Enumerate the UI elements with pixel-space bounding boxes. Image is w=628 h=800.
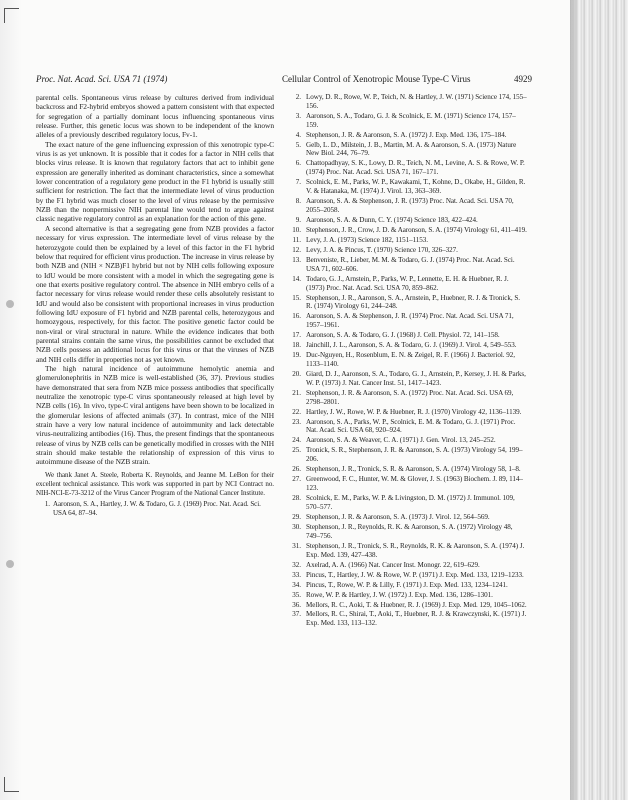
reference-text: Benveniste, R., Lieber, M. M. & Todaro, G. J. (1974) Proc. Nat. Acad. Sci. USA 71, 602–606. <box>306 255 515 273</box>
reference-text: Gelb, L. D., Milstein, J. B., Martin, M. A. & Aaronson, S. A. (1973) Nature New Biol. 244, 76–79. <box>306 140 517 158</box>
reference-text: Stephenson, J. R., Tronick, S. R., Reynolds, R. K. & Aaronson, S. A. (1974) J. Exp. Med. 139, 427–438. <box>306 541 525 559</box>
reference-text: Axelrad, A. A. (1966) Nat. Cancer Inst. Monogr. 22, 619–629. <box>306 560 480 569</box>
reference-entry <box>287 591 527 600</box>
crop-mark-top-left <box>4 8 19 23</box>
reference-entry <box>287 351 527 369</box>
reference-entry <box>287 581 527 590</box>
reference-number: 30. <box>292 522 301 531</box>
reference-entry <box>287 178 527 196</box>
reference-number: 12. <box>292 245 301 254</box>
reference-text: Stephenson, J. R. & Aaronson, S. A. (1972) Proc. Nat. Acad. Sci. USA 69, 2798–2801. <box>306 388 514 406</box>
reference-text: Tronick, S. R., Stephenson, J. R. & Aaronson, S. A. (1973) Virology 54, 199–206. <box>306 446 523 464</box>
reference-number: 15. <box>292 293 301 302</box>
reference-number: 29. <box>292 512 301 521</box>
reference-entry <box>287 275 527 293</box>
reference-text: Chattopadhyay, S. K., Lowy, D. R., Teich, N. M., Levine, A. S. & Rowe, W. P. (1974) Proc. Nat. Acad. Sci. USA 71, 167–171. <box>306 159 525 177</box>
reference-number: 35. <box>292 590 301 599</box>
reference-text: Duc-Nguyen, H., Rosenblum, E. N. & Zeigel, R. F. (1966) J. Bacteriol. 92, 1133–1140. <box>306 351 515 369</box>
reference-text: Aaronson, S. A., Hartley, J. W. & Todaro, G. J. (1969) Proc. Nat. Acad. Sci. USA 64, 87–94. <box>53 500 261 518</box>
reference-entry <box>287 475 527 493</box>
reference-text: Stephenson, J. R. & Aaronson, S. A. (1973) J. Virol. 12, 564–569. <box>306 512 490 521</box>
reference-text: Aaronson, S. A. & Dunn, C. Y. (1974) Science 183, 422–424. <box>306 215 478 224</box>
reference-entry <box>287 159 527 177</box>
reference-entry <box>287 370 527 388</box>
reference-number: 4. <box>295 130 301 139</box>
reference-text: Stephenson, J. R. & Aaronson, S. A. (1972) J. Exp. Med. 136, 175–184. <box>306 130 507 139</box>
reference-number: 22. <box>292 407 301 416</box>
reference-number: 37. <box>292 610 301 619</box>
reference-entry <box>287 256 527 274</box>
body-paragraph: The high natural incidence of autoimmune hemolytic anemia and glomerulonephritis in NZB mice is well-established (36, 37). Previous studies have demonstrated that sera from NZB mice possess antibodies that specifically neutralize the xenotropic type-C virus spontaneously released at high level by NZB cells (16). In vivo, type-C viral antigens have been shown to be localized in the glomerular lesions of affected animals (37). In contrast, mice of the NIH strain have a very low natural incidence of autoimmunity and lack detectable virus-neutralizing antibodies (16). Thus, the present findings that the spontaneous release of virus by NZB cells can be genetically modified in crosses with the NIH strain should make testable the relationship of expression of this virus to autoimmune disease of the NZB strain. <box>36 363 274 467</box>
journal-citation: Proc. Nat. Acad. Sci. USA 71 (1974) <box>36 74 168 84</box>
body-paragraph: parental cells. Spontaneous virus release by cultures derived from individual backcross and F2-hybrid embryos showed a pattern consistent with that expected for segregation of a partially dominant locus influencing spontaneous virus release. Further, this genetic locus was shown to be independent of the known alleles of a previously described regulatory locus, Fv-1. <box>36 93 274 140</box>
reference-text: Aaronson, S. A. & Weaver, C. A. (1971) J. Gen. Virol. 13, 245–252. <box>306 436 496 445</box>
reference-entry <box>287 216 527 225</box>
reference-entry <box>287 294 527 312</box>
reference-number: 5. <box>295 140 301 149</box>
page-header <box>36 72 532 86</box>
reference-text: Mellors, R. C., Aoki, T. & Huebner, R. J. (1969) J. Exp. Med. 129, 1045–1062. <box>306 600 527 609</box>
reference-number: 9. <box>295 215 301 224</box>
reference-entry <box>287 436 527 445</box>
reference-number: 23. <box>292 417 301 426</box>
reference-entry <box>287 542 527 560</box>
page-number: 4929 <box>514 74 532 84</box>
reference-text: Aaronson, S. A. & Todaro, G. J. (1968) J. Cell. Physiol. 72, 141–158. <box>306 331 500 340</box>
reference-entry <box>287 331 527 340</box>
reference-text: Stephenson, J. R., Tronick, S. R. & Aaronson, S. A. (1974) Virology 58, 1–8. <box>306 465 521 474</box>
reference-text: Aaronson, S. A., Todaro, G. J. & Scolnick, E. M. (1971) Science 174, 157–159. <box>306 111 516 129</box>
reference-text: Stephenson, J. R., Reynolds, R. K. & Aaronson, S. A. (1972) Virology 48, 749–756. <box>306 522 513 540</box>
body-paragraph: A second alternative is that a segregating gene from NZB provides a factor necessary for virus expression. The intermediate level of virus release by the heterozygote could then be explained by a level of this factor in the F1 hybrid below that required for efficient virus production. The increase in virus release by both NZB and (NIH × NZB)F1 hybrid but not by NIH cells following exposure to IdU would be more consistent with a model in which the segregating gene is one that exerts positive regulatory control. The absence in NIH embryo cells of a factor necessary for virus release would render these cells absolutely resistant to IdU and would also be consistent with proportional increases in virus production following IdU exposure of F1 hybrid and NZB parental cells, heterozygous and homozygous, respectively, for this factor. The positive genetic factor could be non-viral or viral structural in nature. While the evidence indicates that both parental strains contain the same virus, the possibilities cannot be excluded that NZB cells possess an additional locus for this virus or that the viruses of NZB and NIH cells differ in properties not as yet known. <box>36 223 274 364</box>
reference-entry <box>287 446 527 464</box>
right-reference-list <box>287 93 527 629</box>
reference-number: 11. <box>292 235 301 244</box>
reference-text: Aaronson, S. A. & Stephenson, J. R. (1974) Proc. Nat. Acad. Sci. USA 71, 1957–1961. <box>306 312 514 330</box>
binder-hole-upper <box>6 300 14 308</box>
reference-number: 13. <box>292 255 301 264</box>
reference-text: Greenwood, F. C., Hunter, W. M. & Glover, J. S. (1963) Biochem. J. 89, 114–123. <box>306 475 523 493</box>
reference-number: 20. <box>292 370 301 378</box>
reference-entry <box>287 131 527 140</box>
reference-entry <box>287 513 527 522</box>
reference-entry <box>287 341 527 350</box>
reference-number: 28. <box>292 494 301 503</box>
reference-entry <box>287 465 527 474</box>
reference-text: Aaronson, S. A., Parks, W. P., Scolnick, E. M. & Todaro, G. J. (1971) Proc. Nat. Acad. Sci. USA 68, 920–924. <box>306 417 516 435</box>
reference-text: Pincus, T., Rowe, W. P. & Lilly, F. (1971) J. Exp. Med. 133, 1234–1241. <box>306 580 508 589</box>
reference-entry <box>287 418 527 436</box>
reference-entry <box>36 500 274 518</box>
reference-number: 26. <box>292 465 301 474</box>
reference-entry <box>287 408 527 417</box>
reference-text: Stephenson, J. R., Crow, J. D. & Aaronson, S. A. (1974) Virology 61, 411–419. <box>306 225 527 234</box>
reference-number: 31. <box>292 541 301 550</box>
reference-number: 1. <box>44 500 50 509</box>
reference-number: 8. <box>295 197 301 206</box>
reference-number: 2. <box>295 93 301 101</box>
reference-entry <box>287 571 527 580</box>
left-column <box>36 93 274 518</box>
reference-entry <box>287 93 527 111</box>
reference-text: Scolnick, E. M., Parks, W. P. & Livingston, D. M. (1972) J. Immunol. 109, 570–577. <box>306 494 515 511</box>
body-paragraph: The exact nature of the gene influencing expression of this xenotropic type-C virus is as yet unknown. It is possible that it codes for a factor in NIH cells that blocks virus release. It is known that regulatory factors that act to inhibit gene expression are generally inherited as dominant characteristics, since a somewhat lower concentration of a regulatory gene product in the F1 hybrid is usually still sufficient for restriction. The fact that the intermediate level of virus production by the F1 hybrid was much closer to the level of virus release by the permissive NZB than the nonpermissive NIH parental line would tend to argue against classic negative regulatory control as an explanation for the action of this gene. <box>36 139 274 224</box>
reference-text: Stephenson, J. R., Aaronson, S. A., Arnstein, P., Huebner, R. J. & Tronick, S. R. (1974) Virology 61, 244–248. <box>306 293 520 311</box>
reference-text: Levy, J. A. (1973) Science 182, 1151–1153. <box>306 235 429 244</box>
reference-number: 24. <box>292 436 301 445</box>
reference-number: 3. <box>295 111 301 120</box>
reference-entry <box>287 601 527 610</box>
reference-entry <box>287 112 527 130</box>
reference-entry <box>287 226 527 235</box>
reference-entry <box>287 561 527 570</box>
binder-hole-lower <box>6 560 14 568</box>
reference-number: 34. <box>292 580 301 589</box>
reference-text: Giard, D. J., Aaronson, S. A., Todaro, G. J., Arnstein, P., Kersey, J. H. & Parks, W. P. (1973) J. Nat. Cancer Inst. 51, 1417–1423. <box>306 370 526 387</box>
page-left-shadow <box>0 0 22 800</box>
reference-number: 25. <box>292 446 301 455</box>
reference-text: Jainchill, J. L., Aaronson, S. A. & Todaro, G. J. (1969) J. Virol. 4, 549–553. <box>306 341 517 350</box>
reference-number: 16. <box>292 312 301 321</box>
reference-number: 6. <box>295 159 301 168</box>
reference-entry <box>287 312 527 330</box>
reference-text: Hartley, J. W., Rowe, W. P. & Huebner, R. J. (1970) Virology 42, 1136–1139. <box>306 407 522 416</box>
reference-text: Todaro, G. J., Arnstein, P., Parks, W. P., Lennette, E. H. & Huebner, R. J. (1973) Proc. Nat. Acad. Sci. USA 70, 859–862. <box>306 274 509 292</box>
acknowledgment: We thank Janet A. Steele, Roberta K. Reynolds, and Jeanne M. LeBon for their excellent technical assistance. This work was supported in part by NCI Contract no. NIH-NCI-E-73-3212 of the Virus Cancer Program of the National Cancer Institute. <box>36 470 274 497</box>
reference-text: Scolnick, E. M., Parks, W. P., Kawakami, T., Kohne, D., Okabe, H., Gilden, R. V. & Hatanaka, M. (1974) J. Virol. 13, 363–369. <box>306 178 526 196</box>
reference-text: Rowe, W. P. & Hartley, J. W. (1972) J. Exp. Med. 136, 1286–1301. <box>306 590 493 599</box>
reference-number: 18. <box>292 341 301 350</box>
reference-number: 36. <box>292 600 301 609</box>
reference-entry <box>287 236 527 245</box>
reference-entry <box>287 246 527 255</box>
reference-entry <box>287 523 527 541</box>
reference-number: 19. <box>292 351 301 360</box>
reference-number: 7. <box>295 178 301 187</box>
reference-text: Pincus, T., Hartley, J. W. & Rowe, W. P. (1971) J. Exp. Med. 133, 1219–1233. <box>306 570 524 579</box>
reference-entry <box>287 141 527 159</box>
scan-edge-stripes <box>570 0 628 800</box>
left-reference-list <box>36 500 274 518</box>
reference-number: 17. <box>292 331 301 340</box>
reference-entry <box>287 197 527 215</box>
reference-number: 14. <box>292 274 301 283</box>
reference-text: Levy, J. A. & Pincus, T. (1970) Science 170, 326–327. <box>306 245 458 254</box>
reference-number: 10. <box>292 225 301 234</box>
reference-entry <box>287 494 527 512</box>
reference-entry <box>287 610 527 628</box>
reference-number: 27. <box>292 475 301 484</box>
reference-number: 33. <box>292 570 301 579</box>
reference-number: 21. <box>292 388 301 397</box>
crop-mark-bottom-left <box>4 777 19 792</box>
running-title: Cellular Control of Xenotropic Mouse Type-C Virus <box>282 74 471 84</box>
reference-text: Mellors, R. C., Shirai, T., Aoki, T., Huebner, R. J. & Krawczynski, K. (1971) J. Exp. Med. 133, 113–132. <box>306 610 527 628</box>
reference-entry <box>287 389 527 407</box>
reference-text: Lowy, D. R., Rowe, W. P., Teich, N. & Hartley, J. W. (1971) Science 174, 155–156. <box>306 93 527 110</box>
reference-text: Aaronson, S. A. & Stephenson, J. R. (1973) Proc. Nat. Acad. Sci. USA 70, 2055–2058. <box>306 197 514 214</box>
reference-number: 32. <box>292 560 301 569</box>
